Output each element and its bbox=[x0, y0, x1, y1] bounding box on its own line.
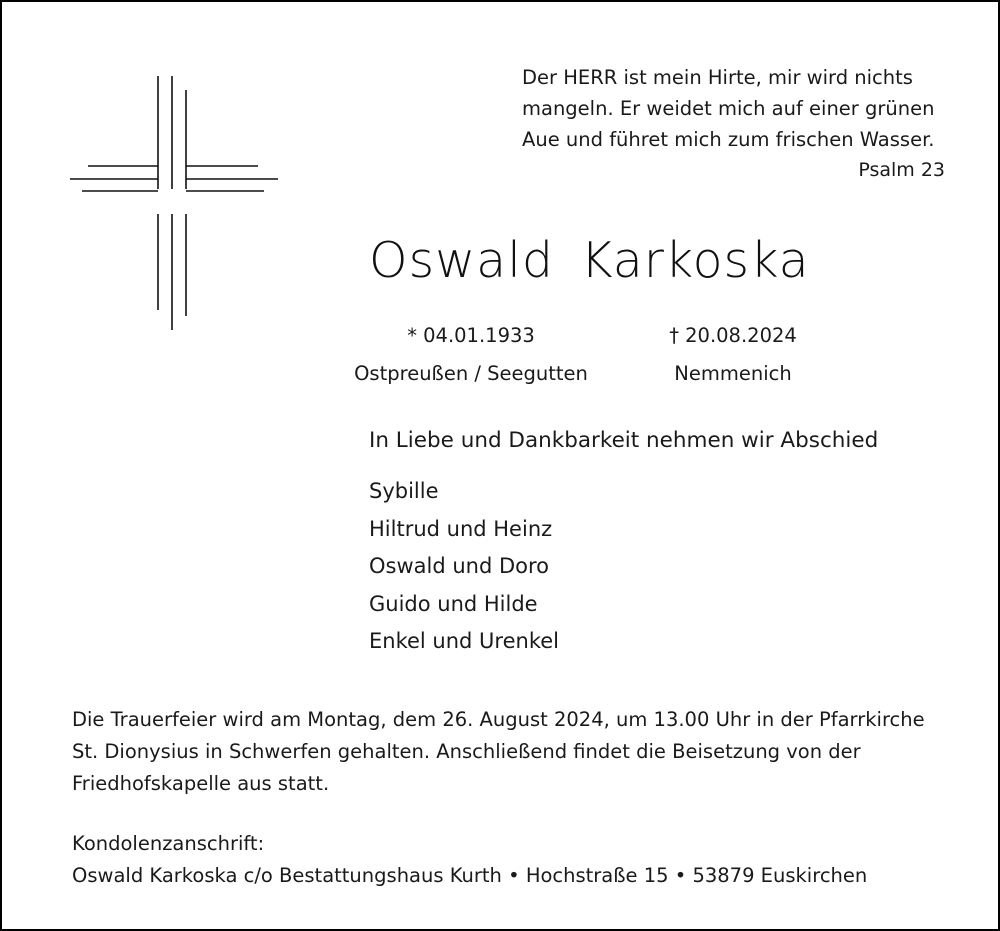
psalm-line: Aue und führet mich zum frischen Wasser. bbox=[522, 128, 935, 151]
deceased-name: Oswald Karkoska bbox=[369, 232, 810, 289]
birth-place: Ostpreußen / Seegutten bbox=[354, 362, 588, 385]
cross-icon bbox=[68, 76, 280, 330]
death-date: † 20.08.2024 bbox=[669, 324, 797, 347]
mourner-name: Sybille bbox=[369, 479, 439, 503]
mourners-list bbox=[369, 473, 559, 661]
death-place: Nemmenich bbox=[674, 362, 792, 385]
farewell-text: In Liebe und Dankbarkeit nehmen wir Abschied bbox=[369, 428, 879, 453]
mourner-name: Oswald und Doro bbox=[369, 554, 550, 578]
condolence-address-text: Oswald Karkoska c/o Bestattungshaus Kurth • Hochstraße 15 • 53879 Euskirchen bbox=[72, 864, 868, 887]
funeral-service-info bbox=[72, 704, 952, 800]
death-info bbox=[603, 317, 863, 393]
service-line: Friedhofskapelle aus statt. bbox=[72, 772, 330, 795]
service-line: St. Dionysius in Schwerfen gehalten. Anschließend findet die Beisetzung von der bbox=[72, 740, 861, 763]
condolence-label: Kondolenzanschrift: bbox=[72, 832, 265, 855]
psalm-line: Der HERR ist mein Hirte, mir wird nichts bbox=[522, 66, 913, 89]
mourner-name: Enkel und Urenkel bbox=[369, 629, 559, 653]
birth-date: * 04.01.1933 bbox=[407, 324, 535, 347]
psalm-reference: Psalm 23 bbox=[858, 159, 945, 181]
service-line: Die Trauerfeier wird am Montag, dem 26. August 2024, um 13.00 Uhr in der Pfarrkirche bbox=[72, 708, 925, 731]
psalm-line: mangeln. Er weidet mich auf einer grünen bbox=[522, 97, 935, 120]
birth-info bbox=[341, 317, 601, 393]
psalm-quote bbox=[522, 62, 945, 186]
mourner-name: Hiltrud und Heinz bbox=[369, 516, 553, 541]
mourner-name: Guido und Hilde bbox=[369, 591, 538, 616]
condolence-address bbox=[72, 828, 867, 892]
